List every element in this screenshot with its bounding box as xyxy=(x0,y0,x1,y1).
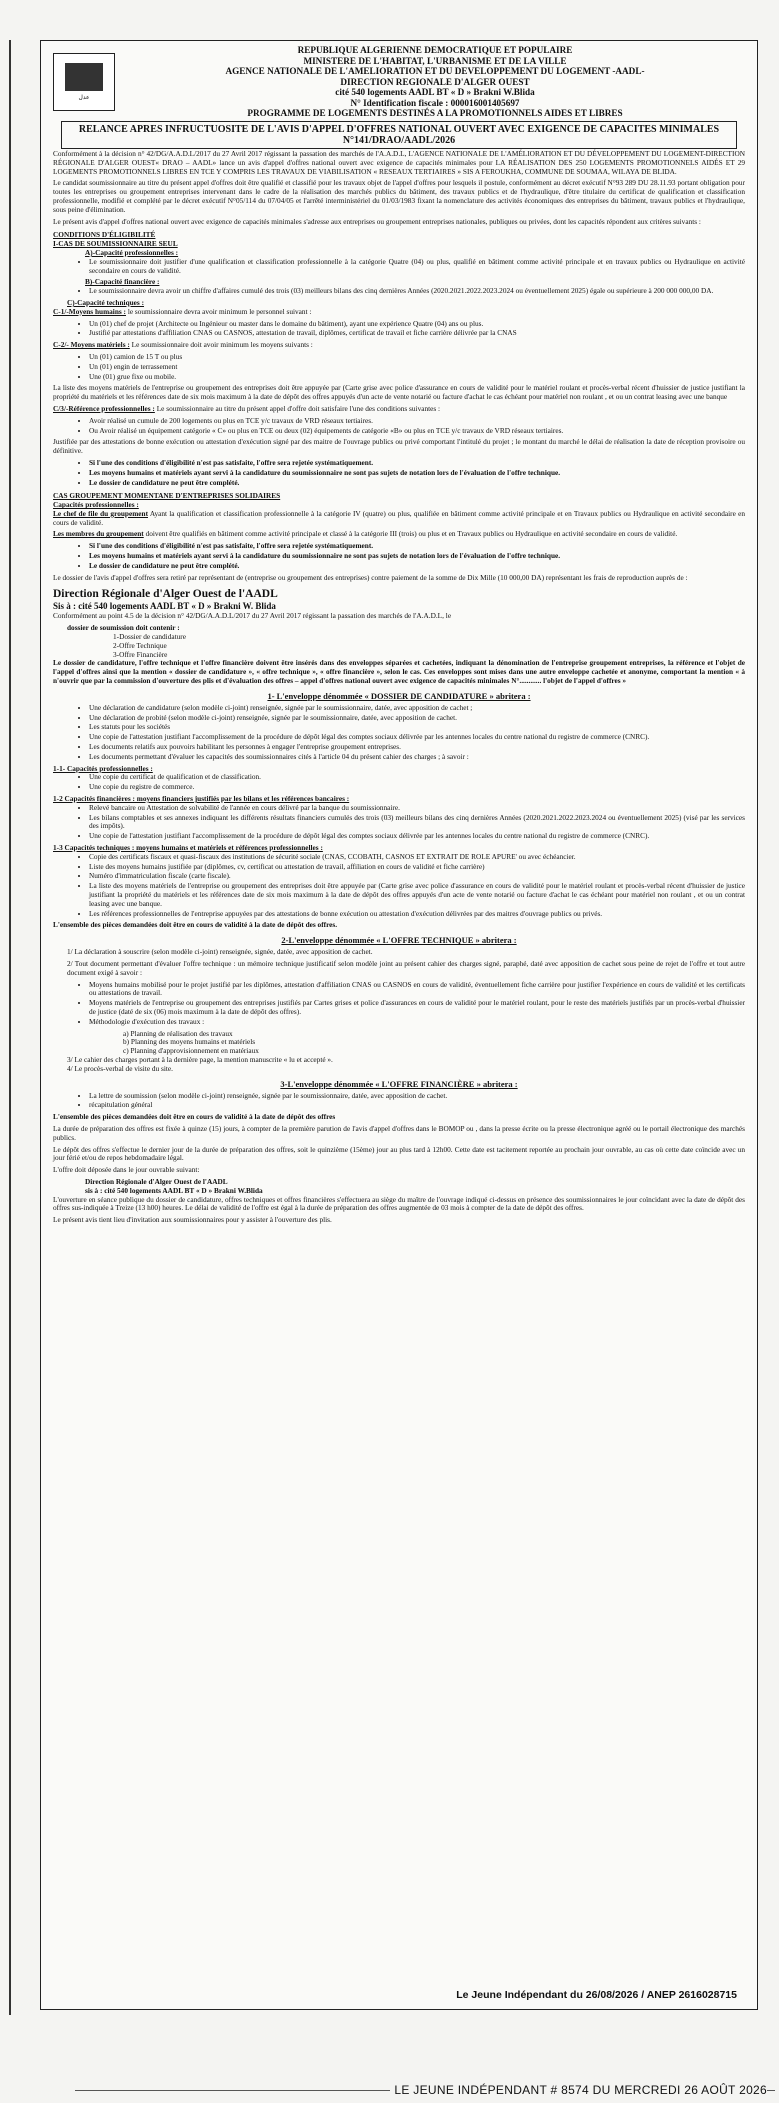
env3-title: 3-L'enveloppe dénommée « L'OFFRE FINANCIÈRE » abritera : xyxy=(280,1078,518,1089)
list-item: • Les documents relatifs aux pouvoirs habilitant les personnes à engager l'entreprise groupement entreprises. xyxy=(89,743,745,752)
adresse-line: sis à : cité 540 logements AADL BT « D » Brakni W.Blida xyxy=(85,1185,263,1195)
c2-list xyxy=(53,353,745,381)
list-item: • Copie des certificats fiscaux et quasi-fiscaux des institutions de sécurité sociale (CNAS, CCOBATH, CASNOS ET EXTRAIT DE ROLE APURE' ou avec échéancier. xyxy=(89,853,745,862)
header-line: cité 540 logements AADL BT « D » Brakni W.Blida xyxy=(335,87,535,98)
relance-title: RELANCE APRES INFRUCTUOSITE DE L'AVIS D'APPEL D'OFFRES NATIONAL OUVERT AVEC EXIGENCE DE CAPACITES MINIMALES xyxy=(78,124,720,135)
dossier-title: dossier de soumission doit contenir : xyxy=(67,623,180,633)
notice-body xyxy=(53,150,745,1225)
cap-fin-title: B)-Capacité financière : xyxy=(85,277,160,287)
groupement-cap-title: Capacités professionnelles : xyxy=(53,500,139,510)
eligibility-title: CONDITIONS D'ÉLIGIBILITÉ xyxy=(53,230,156,240)
cap-tech-title: C)-Capacité techniques : xyxy=(67,297,145,307)
list-item: • Les moyens humains et matériels ayant servi à la candidature du soumissionnaire ne sont pas sujets de notation lors de l'évaluation de l'offre technique. xyxy=(89,469,745,478)
env1-list xyxy=(53,704,745,762)
direction-conform: Conformément au point 4.5 de la décision n° 42/DG/A.A.D.L/2017 du 27 Avril 2017 régissant la passation des marchés de l'A.A.D.L, le xyxy=(53,611,452,621)
page-footer: LE JEUNE INDÉPENDANT # 8574 DU MERCREDI 26 AOÛT 2026 xyxy=(390,2083,767,2097)
publication-signoff: Le Jeune Indépendant du 26/08/2026 / ANEP 2616028715 xyxy=(456,1989,737,2001)
chef-text: Ayant la qualification et classification professionnelle à la catégorie IV (quatre) ou plus, qualifiée en bâtiment comme activité principale et en Travaux publics ou Hydraulique en activité secondaire en cours de validité. xyxy=(53,508,745,527)
list-item: • Un (01) chef de projet (Architecte ou Ingénieur ou master dans le domaine du bâtiment), ayant une expérience Quatre (04) ans ou plus. xyxy=(89,320,745,329)
list-item: • Une copie de l'attestation justifiant l'accomplissement de la procédure de dépôt légal des comptes sociaux délivrée par les antennes locales du centre national du registre de commerce (CNRC). xyxy=(89,832,745,841)
list-item: • Le soumissionnaire devra avoir un chiffre d'affaires cumulé des trois (03) meilleurs bilans des cinq dernières Années (2020.2021.2022.2023.2024 ou éventuellement 2025) égale ou supérieure à 200 000 000,00 DA. xyxy=(89,287,745,296)
list-item: • Un (01) engin de terrassement xyxy=(89,363,745,372)
c3-text: Le soumissionnaire au titre du présent appel d'offre doit satisfaire l'une des conditions suivantes : xyxy=(156,403,441,413)
list-item: c) Planning d'approvisionnement en matériaux xyxy=(123,1046,259,1056)
direction-address: Sis à : cité 540 logements AADL BT « D » Brakni W. Blida xyxy=(53,601,276,612)
intro-paragraph: Le candidat soumissionnaire au titre du présent appel d'offres doit être qualifié et classifié pour les travaux objet de l'appel d'offres pour lesquels il postule, conformément au décret exécutif N°93 289 DU 28.11.93 portant obligation pour toutes les entreprises ou groupement entreprises intervenant dans le cadre de la réalisation des marchés publics du bâtiment, des travaux publics et de l'hydraulique, d'être titulaire du certificat de qualification et classification professionnelle, modifié et complété par le décret exécutif N°05/114 du 07/04/05 et l'arrêté interministériel du 01/03/1983 fixant la nomenclature des activités économiques des entreprises du bâtiment, travaux publics et l'hydraulique, sous peine d'élimination. xyxy=(53,178,745,214)
aadl-logo xyxy=(53,53,115,111)
c3-list xyxy=(53,417,745,436)
notice-header xyxy=(53,44,745,119)
header-line: DIRECTION REGIONALE D'ALGER OUEST xyxy=(340,76,530,87)
list-item: • récapitulation général xyxy=(89,1101,745,1110)
list-item: 1/ La déclaration à souscrire (selon modèle ci-joint) renseignée, signée, datée, avec apposition de cachet. xyxy=(67,947,373,957)
list-item: • Les statuts pour les sociétés xyxy=(89,723,745,732)
list-item: 3-Offre Financière xyxy=(113,649,168,659)
env1-title: 1- L'enveloppe dénommée « DOSSIER DE CANDIDATURE » abritera : xyxy=(267,690,531,701)
list-item: • Une déclaration de candidature (selon modèle ci-joint) renseignée, signée par le soumissionnaire, datée, avec apposition de cachet ; xyxy=(89,704,745,713)
header-line: AGENCE NATIONALE DE L'AMELIORATION ET DU DEVELOPPEMENT DU LOGEMENT -AADL- xyxy=(225,66,645,77)
list-item: • Une déclaration de probité (selon modèle ci-joint) renseignée, signée par le soumissionnaire, datée, avec apposition de cachet. xyxy=(89,714,745,723)
method-list xyxy=(53,1030,745,1056)
membres-label: Les membres du groupement xyxy=(53,529,144,539)
page-edge-rule xyxy=(9,40,11,2015)
cap-pro-list xyxy=(53,258,745,276)
s12-title: 1-2 Capacités financières : moyens financiers justifiés par les bilans et les références bancaires : xyxy=(53,794,350,804)
list-item: • Les documents permettant d'évaluer les capacités des soumissionnaires cités à l'article 04 du présent cahier des charges ; à savoir : xyxy=(89,753,745,762)
list-item: • Si l'une des conditions d'éligibilité n'est pas satisfaite, l'offre sera rejetée systématiquement. xyxy=(89,459,745,468)
list-item: b) Planning des moyens humains et matériels xyxy=(123,1037,256,1047)
depot-text: Le dépôt des offres s'effectue le dernier jour de la durée de préparation des offres, soit le quinzième (15ème) jour au plus tard à 12h00. Cette date est tacitement reportée au prochain jour ouvrable, au cas où cette date coïncide avec un jour férié et/ou de repos hebdomadaire légal. xyxy=(53,1144,745,1163)
list-item: • Ou Avoir réalisé un équipement catégorie « C» ou plus en TCE ou deux (02) équipements de catégorie «B» ou plus en TCE y/c travaux de VRD réseaux tertiaires. xyxy=(89,427,745,436)
list-item: 4/ Le procès-verbal de visite du site. xyxy=(67,1063,173,1073)
list-item: 2/ Tout document permettant d'évaluer l'offre technique : un mémoire technique justificatif selon modèle joint au présent cahier des charges signé, paraphé, daté avec apposition de cachet sous peine de rejet de l'offre et tout autre document exigé à savoir : xyxy=(67,958,745,977)
list-item: • Une (01) grue fixe ou mobile. xyxy=(89,373,745,382)
c2-text: Le soumissionnaire doit avoir minimum les moyens suivants : xyxy=(131,340,313,350)
list-item: • Avoir réalisé un cumule de 200 logements ou plus en TCE y/c travaux de VRD réseaux tertiaires. xyxy=(89,417,745,426)
list-item: • La lettre de soumission (selon modèle ci-joint) renseignée, signée par le soumissionnaire, datée, avec apposition de cachet. xyxy=(89,1092,745,1101)
header-line: N° Identification fiscale : 000016001405697 xyxy=(350,97,520,108)
list-item: • Justifié par attestations d'affiliation CNAS ou CASNOS, attestation de travail, diplômes, certificat de travail et fiche carrière délivrée par la CNAS xyxy=(89,329,745,338)
s11-title: 1-1- Capacités professionnelles : xyxy=(53,763,153,773)
case-seul-title: I-CAS DE SOUMISSIONNAIRE SEUL xyxy=(53,239,178,249)
list-item: • Liste des moyens humains justifiée par (diplômes, cv, certificat ou attestation de travail, affiliation en cours de validité et fiche carrière) xyxy=(89,863,745,872)
header-line: PROGRAMME DE LOGEMENTS DESTINÉS A LA PROMOTIONNELS AIDES ET LIBRES xyxy=(247,108,623,119)
c3-title: C/3/-Référence professionnelles : xyxy=(53,403,155,413)
list-item: • Le soumissionnaire doit justifier d'une qualification et classification professionnelle à la catégorie Quatre (04) ou plus, qualifié en bâtiment comme activité principale et en travaux publics ou Hydraulique en activité secondaire en cours de validité. xyxy=(89,258,745,276)
chef-label: Le chef de file du groupement xyxy=(53,508,148,518)
list-item: • Si l'une des conditions d'éligibilité n'est pas satisfaite, l'offre sera rejetée systématiquement. xyxy=(89,542,745,551)
list-item: • La liste des moyens matériels de l'entreprise ou groupement des entreprises doit être appuyée par (Carte grise avec police d'assurance en cours de validité pour le matériel roulant et procès-verbal récent d'huissier de justice justifiant la propriété du matériels et les références date de six mois maximum à la date de dépôt des offres appuyés d'un acte de vente notarié ou facture d'achat le cas échéant pour matériel non roulant , et ou un contrat leasing avec une banque. xyxy=(89,882,745,908)
env2-tail xyxy=(53,1056,745,1074)
cap-pro-title: A)-Capacité professionnelles : xyxy=(85,247,179,257)
c1-list xyxy=(53,320,745,339)
env1-validity: L'ensemble des pièces demandées doit être en cours de validité à la date de dépôt des offres. xyxy=(53,920,338,930)
s11-list xyxy=(53,773,745,792)
list-item: • Le dossier de candidature ne peut être complété. xyxy=(89,479,745,488)
list-item: • Les bilans comptables et ses annexes indiquant les différents résultats financiers cumulés des trois (03) meilleurs bilans des cinq dernières Années (2020.2021.2022.2023.2024 ou éventuellement 2025) (visé par les services des impôts). xyxy=(89,814,745,832)
list-item: • Méthodologie d'exécution des travaux : xyxy=(89,1018,745,1027)
c1-title: C-1/-Moyens humains : xyxy=(53,306,126,316)
invite-text: Le présent avis tient lieu d'invitation aux soumissionnaires pour y assister à l'ouverture des plis. xyxy=(53,1215,332,1225)
list-item: • Une copie de l'attestation justifiant l'accomplissement de la procédure de dépôt légal des comptes sociaux délivrée par les antennes locales du centre national du registre de commerce (CNRC). xyxy=(89,733,745,742)
membres-text: doivent être qualifiés en bâtiment comme activité principale et classé à la catégorie III (trois) ou plus et en Travaux publics ou Hydraulique en activité secondaire en cours de validité. xyxy=(145,529,678,539)
dossier-list xyxy=(53,633,745,659)
s12-list xyxy=(53,804,745,841)
relance-box xyxy=(61,121,737,149)
s13-list xyxy=(53,853,745,919)
list-item: • Numéro d'immatriculation fiscale (carte fiscale). xyxy=(89,872,745,881)
env2-items xyxy=(53,948,745,977)
c2-note: La liste des moyens matériels de l'entreprise ou groupement des entreprises doit être appuyée par (Carte grise avec police d'assurance en cours de validité pour le matériel roulant et procès-verbal récent d'huissier de justice justifiant la propriété du matériels et les références date de six mois maximum à la date de dépôt des offres appuyés d'un acte de vente notarié ou facture d'achat le cas échéant pour matériel non roulant , et ou un contrat leasing avec une banque xyxy=(53,383,745,402)
list-item: • Moyens matériels de l'entreprise ou groupement des entreprises justifiés par Cartes grises et police d'assurances en cours de validité pour le matériel roulant, pour le reste des matériels justifiés par un procès-verbal d'huissier de justice (daté de six (06) mois maximum à la date de dépôt des offres). xyxy=(89,999,745,1017)
envelopes-text: Le dossier de candidature, l'offre technique et l'offre financière doivent être insérés dans des enveloppes séparées et cachetées, indiquant la dénomination de l'entreprise groupement entreprises, la référence et l'objet de l'appel d'offres ainsi que la mention « dossier de candidature », « offre technique », « offre financière », selon le cas. Ces enveloppes sont mises dans une autre enveloppe cachetée et anonyme, comportant la mention « à n'ouvrir que par la commission d'ouverture des plis et d'évaluation des offres – appel d'offres national ouvert avec exigence de capacités minimales N°............ l'objet de l'appel d'offres » xyxy=(53,658,745,686)
list-item: 1-Dossier de candidature xyxy=(113,632,186,642)
cap-fin-list xyxy=(53,287,745,296)
list-item: • Relevé bancaire ou Attestation de solvabilité de l'année en cours délivré par la banque du soumissionnaire. xyxy=(89,804,745,813)
list-item: a) Planning de réalisation des travaux xyxy=(123,1028,233,1038)
c3-note: Justifiée par des attestations de bonne exécution ou attestation d'exécution signé par des maitre de l'ouvrage publics ou privé comportant l'intitulé du projet ; le montant du marché le délai de réalisation la date de réception provisoire ou définitive. xyxy=(53,437,745,456)
list-item: 2-Offre Technique xyxy=(113,640,167,650)
duree-text: La durée de préparation des offres est fixée à quinze (15) jours, à compter de la première parution de l'avis d'appel d'offres dans le BOMOP ou , dans la presse écrite ou la presse électronique agréé ou le portail électronique des marchés publics. xyxy=(53,1123,745,1142)
header-lines xyxy=(125,45,745,119)
relance-number: N°141/DRAO/AADL/2026 xyxy=(342,135,456,146)
list-item: • Une copie du certificat de qualification et de classification. xyxy=(89,773,745,782)
list-item: 3/ Le cahier des charges portant à la dernière page, la mention manuscrite « lu et accepté ». xyxy=(67,1054,333,1064)
env3-validity: L'ensemble des pièces demandées doit être en cours de validité à la date de dépôt des offres xyxy=(53,1112,336,1122)
list-item: • Un (01) camion de 15 T ou plus xyxy=(89,353,745,362)
list-item: • Les références professionnelles de l'entreprise appuyées par des attestations de bonne exécution ou attestation d'exécution délivrées par des maitres d'ouvrage publics ou privés. xyxy=(89,910,745,919)
groupement-rules xyxy=(53,542,745,570)
intro-paragraph: Conformément à la décision n° 42/DG/A.A.D.L/2017 du 27 Avril 2017 régissant la passation des marchés de l'A.A.D.L, L'AGENCE NATIONALE DE L'AMÉLIORATION ET DU DÉVELOPPEMENT DU LOGEMENT-DIRECTION RÉGIONALE D'ALGER OUEST« DRAO – AADL» lance un avis d'appel d'offres national ouvert avec exigence de capacités minimales pour LA RÉALISATION DES 250 LOGEMENTS PROMOTIONNELS AIDÉS ET 29 LOGEMENTS PROMOTIONNELS LIBRES EN TCE Y COMPRIS LES TRAVAUX DE VIABILISATION « RESEAUX TERTIAIRES » SIS A FEROUKHA, COMMUNE DE SOUMAA, WILAYA DE BLIDA. xyxy=(53,149,745,176)
c2-title: C-2/- Moyens matériels : xyxy=(53,340,130,350)
list-item: • Le dossier de candidature ne peut être complété. xyxy=(89,562,745,571)
intro-paragraph: Le présent avis d'appel d'offres national ouvert avec exigence de capacités minimales s'adresse aux entreprises ou groupement entreprises nationales, publiques ou privées, dont les capacités répondent aux critères suivants : xyxy=(53,216,701,226)
retrait-text: Le dossier de l'avis d'appel d'offres sera retiré par représentant de (entreprise ou groupement des entreprises) contre paiement de la somme de Dix Mille (10 000,00 DA) représentant les frais de reproduction auprès de : xyxy=(53,572,688,582)
header-line: MINISTERE DE L'HABITAT, L'URBANISME ET DE LA VILLE xyxy=(303,55,567,66)
groupement-title: CAS GROUPEMENT MOMENTANE D'ENTREPRISES SOLIDAIRES xyxy=(53,491,281,501)
logo-text: عدل xyxy=(78,95,90,101)
list-item: • Une copie du registre de commerce. xyxy=(89,783,745,792)
direction-name: Direction Régionale d'Alger Ouest de l'AADL xyxy=(53,588,278,601)
env3-list xyxy=(53,1092,745,1111)
logo-mark xyxy=(65,63,103,91)
ouverture-text: L'ouverture en séance publique du dossier de candidature, offres techniques et offres financières s'effectuera au siège du maître de l'ouvrage indiqué ci-dessus en présence des soumissionnaires le jour coïncidant avec la date de dépôt des offres sus-indiquée à Treize (13 h00) heures. Le délai de validité de l'offre est égal à la durée de préparation des offres augmentée de 03 mois à compter de la date de dépôt des offres. xyxy=(53,1194,745,1213)
adresse-intro: L'offre doit déposée dans le jour ouvrable suivant: xyxy=(53,1165,200,1175)
env2-bullets xyxy=(53,981,745,1027)
list-item: • Les moyens humains et matériels ayant servi à la candidature du soumissionnaire ne sont pas sujets de notation lors de l'évaluation de l'offre technique. xyxy=(89,552,745,561)
header-line: REPUBLIQUE ALGERIENNE DEMOCRATIQUE ET POPULAIRE xyxy=(297,44,573,55)
tender-notice xyxy=(40,40,758,2010)
eligibility-rules xyxy=(53,459,745,487)
adresse-line: Direction Régionale d'Alger Ouest de l'AADL xyxy=(85,1176,228,1186)
list-item: • Moyens humains mobilisé pour le projet justifié par les diplômes, attestation d'affiliation CNAS ou CASNOS en cours de validité, éventuellement fiche carrière pour justifier l'expérience en cours de validité et les certificats ou attestations de travail. xyxy=(89,981,745,999)
env2-title: 2-L'enveloppe dénommée « L'OFFRE TECHNIQUE » abritera : xyxy=(281,935,517,946)
s13-title: 1-3 Capacités techniques : moyens humains et matériels et références professionnelles : xyxy=(53,843,323,852)
c1-text: le soumissionnaire devra avoir minimum le personnel suivant : xyxy=(127,306,312,316)
